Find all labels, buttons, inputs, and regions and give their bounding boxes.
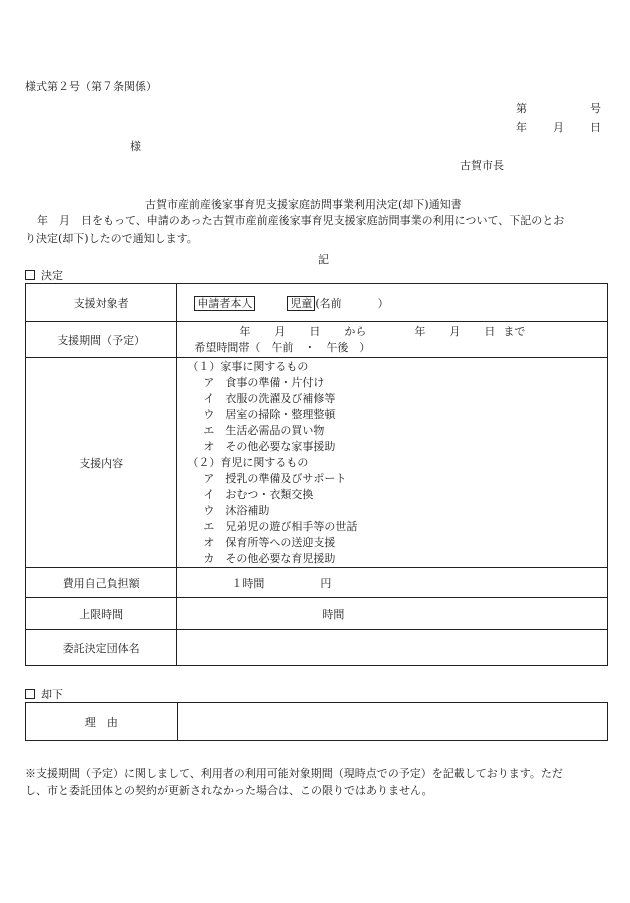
org-label: 委託決定団体名 bbox=[26, 630, 177, 666]
table-row-content bbox=[26, 358, 608, 568]
ki-label: 記 bbox=[318, 253, 329, 266]
period-from: から bbox=[344, 324, 367, 338]
name-prefix: (名前 bbox=[315, 296, 342, 310]
table-row-reason bbox=[26, 703, 608, 741]
content-item: （２）育児に関するもの bbox=[187, 455, 309, 469]
doc-number-suffix: 号 bbox=[590, 102, 601, 115]
content-item: ウ 居室の掃除・整理整頓 bbox=[203, 407, 336, 421]
limit-value: 時間 bbox=[177, 598, 608, 630]
rejection-heading-text: 却下 bbox=[41, 688, 63, 701]
content-item: ウ 沐浴補助 bbox=[203, 503, 270, 517]
target-value-cell bbox=[177, 284, 608, 322]
date-year: 年 bbox=[516, 121, 527, 134]
period-day-2: 日 bbox=[484, 324, 496, 338]
option-applicant: 申請者本人 bbox=[194, 296, 255, 311]
footnote-line-2: し、市と委託団体との契約が更新されなかった場合は、この限りではありません。 bbox=[25, 784, 433, 797]
reason-value bbox=[177, 703, 607, 741]
period-month-1: 月 bbox=[274, 324, 286, 338]
document-title: 古賀市産前産後家事育児支援家庭訪問事業利用決定(却下)通知書 bbox=[145, 198, 462, 211]
checkbox-square-icon bbox=[25, 270, 35, 280]
cost-suffix: 円 bbox=[320, 576, 332, 590]
content-item: イ 衣服の洗濯及び補修等 bbox=[203, 391, 336, 405]
rejection-table bbox=[25, 702, 608, 741]
cost-prefix: １時間 bbox=[231, 576, 265, 590]
limit-label: 上限時間 bbox=[26, 598, 177, 630]
content-item: （１）家事に関するもの bbox=[187, 359, 309, 373]
content-item: イ おむつ・衣類交換 bbox=[203, 487, 314, 501]
cost-value-cell bbox=[177, 568, 608, 598]
content-item: エ 兄弟児の遊び相手等の世話 bbox=[203, 519, 358, 533]
doc-number-prefix: 第 bbox=[516, 102, 527, 115]
form-number: 様式第２号（第７条関係） bbox=[25, 80, 157, 93]
checkbox-square-icon bbox=[25, 689, 35, 699]
table-row-limit bbox=[26, 598, 608, 630]
rejection-heading bbox=[25, 686, 63, 702]
target-label: 支援対象者 bbox=[26, 284, 177, 322]
content-item: カ その他必要な育児援助 bbox=[203, 551, 336, 565]
date-day: 日 bbox=[590, 121, 601, 134]
option-child: 児童 bbox=[287, 296, 315, 311]
name-suffix: ） bbox=[377, 296, 389, 310]
decision-heading bbox=[25, 267, 63, 283]
org-value bbox=[177, 630, 608, 666]
period-range bbox=[177, 324, 607, 340]
content-item: ア 食事の準備・片付け bbox=[203, 375, 325, 389]
cost-label: 費用自己負担額 bbox=[26, 568, 177, 598]
intro-line-1: 年 月 日をもって、申請のあった古賀市産前産後家事育児支援家庭訪問事業の利用について、下記のとお bbox=[37, 214, 565, 227]
period-until: まで bbox=[503, 324, 526, 338]
period-month-2: 月 bbox=[449, 324, 461, 338]
content-item: エ 生活必需品の買い物 bbox=[203, 423, 325, 437]
period-year-1: 年 bbox=[239, 324, 251, 338]
table-row-period bbox=[26, 322, 608, 358]
table-row-org bbox=[26, 630, 608, 666]
addressee-suffix: 様 bbox=[130, 140, 141, 153]
content-item: オ 保育所等への送迎支援 bbox=[203, 535, 336, 549]
period-value-cell bbox=[177, 322, 608, 358]
intro-line-2: り決定(却下)したので通知します。 bbox=[25, 232, 198, 245]
period-year-2: 年 bbox=[414, 324, 426, 338]
content-label: 支援内容 bbox=[26, 358, 177, 568]
table-row-target bbox=[26, 284, 608, 322]
content-item: ア 授乳の準備及びサポート bbox=[203, 471, 347, 485]
preferred-time: 希望時間帯（ 午前 ・ 午後 ） bbox=[194, 340, 371, 354]
content-list bbox=[177, 358, 608, 568]
period-day-1: 日 bbox=[309, 324, 321, 338]
date-month: 月 bbox=[553, 121, 564, 134]
decision-heading-text: 決定 bbox=[41, 269, 63, 282]
content-item: オ その他必要な家事援助 bbox=[203, 439, 336, 453]
reason-label: 理 由 bbox=[26, 703, 178, 741]
period-label: 支援期間（予定） bbox=[26, 322, 177, 358]
decision-table bbox=[25, 283, 608, 666]
footnote-line-1: ※支援期間（予定）に関しまして、利用者の利用可能対象期間（現時点での予定）を記載しております。ただ bbox=[25, 767, 563, 780]
table-row-cost bbox=[26, 568, 608, 598]
issuer: 古賀市長 bbox=[460, 159, 504, 172]
